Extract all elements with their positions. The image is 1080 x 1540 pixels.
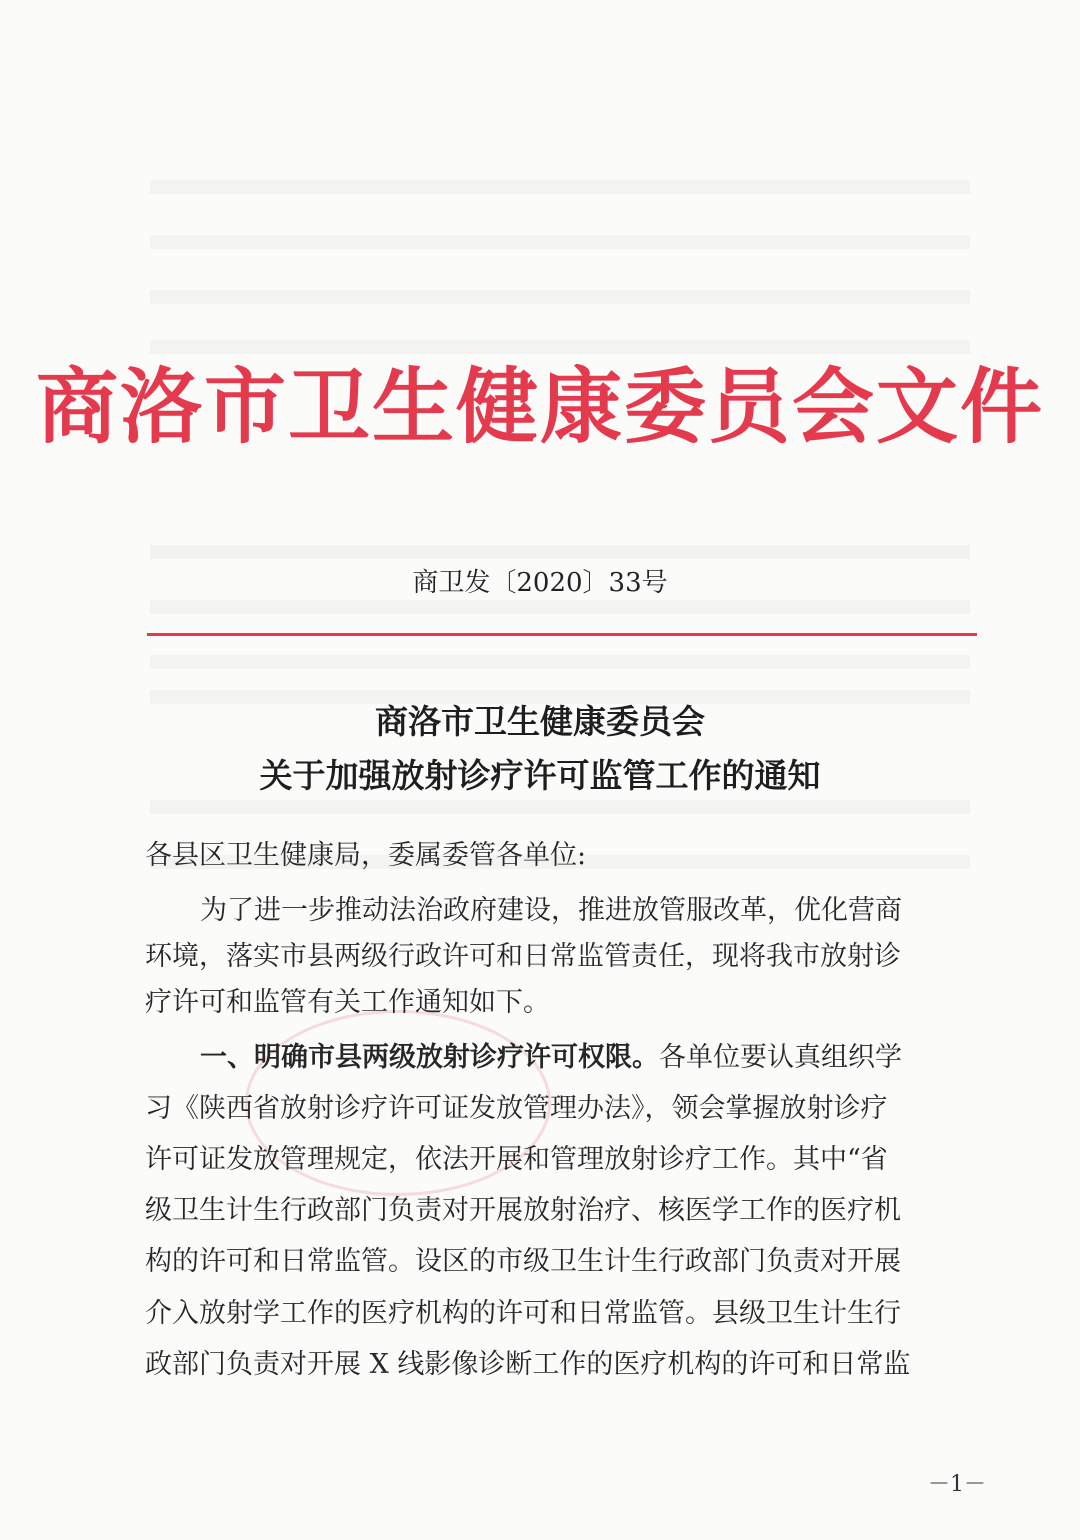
- document-number: 商卫发〔2020〕33号: [412, 568, 668, 598]
- page-number: －1－: [928, 1472, 986, 1497]
- body-line: 环境，落实市县两级行政许可和日常监管责任，现将我市放射诊: [145, 941, 901, 972]
- body-line: 为了进一步推动法治政府建设，推进放管服改革，优化营商: [200, 895, 902, 926]
- body-line: 政部门负责对开展 X 线影像诊断工作的医疗机构的许可和日常监: [145, 1349, 911, 1380]
- body-line: 介入放射学工作的医疗机构的许可和日常监管。县级卫生计生行: [145, 1298, 901, 1329]
- salutation: 各县区卫生健康局，委属委管各单位:: [145, 840, 587, 871]
- section-heading-line: [200, 1038, 902, 1078]
- section-heading-continuation: 各单位要认真组织学: [659, 1042, 902, 1073]
- document-title-line-2: 关于加强放射诊疗许可监管工作的通知: [259, 756, 821, 795]
- bleed-through-shadow: [150, 600, 970, 614]
- bleed-through-shadow: [150, 235, 970, 249]
- body-line: 级卫生计生行政部门负责对开展放射治疗、核医学工作的医疗机: [145, 1195, 901, 1226]
- bleed-through-shadow: [150, 545, 970, 559]
- body-line: 习《陕西省放射诊疗许可证发放管理办法》，领会掌握放射诊疗: [145, 1093, 888, 1124]
- bleed-through-shadow: [150, 800, 970, 814]
- bleed-through-shadow: [150, 180, 970, 194]
- document-title-line-1: 商洛市卫生健康委员会: [375, 702, 705, 741]
- body-line: 疗许可和监管有关工作通知如下。: [145, 987, 550, 1018]
- section-heading: 一、明确市县两级放射诊疗许可权限。: [200, 1042, 659, 1073]
- bleed-through-shadow: [150, 290, 970, 304]
- body-line: 构的许可和日常监管。设区的市级卫生计生行政部门负责对开展: [145, 1246, 901, 1277]
- masthead-red-rule: [147, 633, 977, 636]
- body-line: 许可证发放管理规定，依法开展和管理放射诊疗工作。其中“省: [145, 1144, 888, 1175]
- document-masthead: 商洛市卫生健康委员会文件: [35, 359, 1044, 455]
- bleed-through-shadow: [150, 655, 970, 669]
